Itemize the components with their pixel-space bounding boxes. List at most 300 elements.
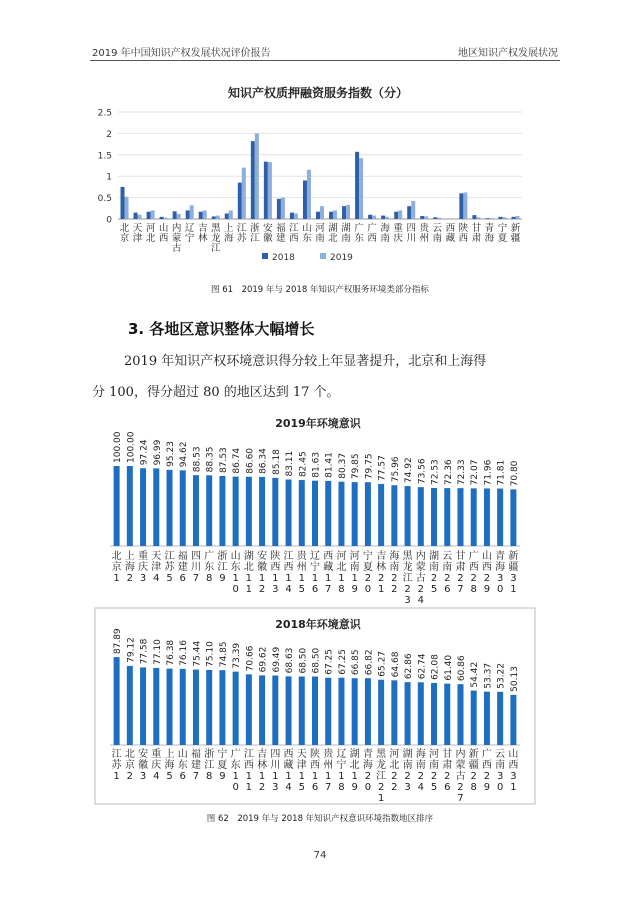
data-label: 86.74 (232, 447, 243, 474)
x-category-label: 海南 2 2 (389, 551, 400, 595)
bar (286, 676, 292, 745)
bar-2018 (329, 212, 333, 219)
data-label: 88.35 (205, 446, 216, 473)
data-label: 77.57 (377, 455, 388, 481)
figure61-caption: 图 61 2019 年与 2018 年知识产权服务环境类部分指标 (211, 285, 429, 295)
data-label: 75.96 (390, 456, 401, 483)
x-category-label: 上海 5 (164, 749, 175, 782)
x-category-label: 山东 (302, 223, 312, 244)
bar (471, 488, 477, 546)
bar (497, 692, 503, 745)
data-label: 76.16 (179, 640, 190, 666)
environment-awareness-2019-chart (0, 413, 640, 606)
x-category-label: 甘肃 (471, 223, 482, 244)
bar-2019 (346, 205, 350, 219)
section-heading: 3. 各地区意识整体大幅增长 (128, 320, 315, 338)
data-label: 69.49 (271, 646, 282, 673)
x-category-label: 重庆 3 (138, 551, 149, 584)
bar (471, 691, 477, 745)
data-label: 72.33 (456, 459, 467, 486)
x-category-label: 内蒙古 (171, 223, 182, 254)
data-label: 79.75 (364, 453, 375, 480)
data-label: 62.74 (417, 653, 428, 680)
data-label: 72.07 (470, 459, 481, 486)
x-category-label: 湖南 2 3 (402, 749, 413, 793)
bar (167, 669, 173, 745)
x-category-label: 海南 2 4 (415, 749, 426, 793)
data-label: 85.18 (271, 449, 282, 475)
bar-2018 (498, 217, 502, 219)
header-right-title: 地区知识产权发展状况 (458, 48, 558, 59)
bar-2019 (307, 170, 311, 219)
bar-2018 (407, 206, 411, 219)
bar (431, 488, 437, 546)
x-category-label: 湖南 (341, 223, 351, 244)
bar (325, 481, 331, 546)
bar-2019 (229, 210, 233, 219)
x-category-label: 江西 1 1 (243, 749, 254, 793)
bar-2019 (359, 158, 363, 219)
y-tick-label: 1 (106, 172, 112, 183)
bar-2018 (316, 212, 320, 219)
bar-2019 (437, 218, 441, 219)
x-category-label: 福建 (276, 223, 286, 244)
bar (418, 487, 424, 546)
environment-awareness-2018-chart (0, 607, 640, 807)
data-label: 70.80 (509, 460, 520, 487)
x-category-label: 西藏 (445, 223, 456, 244)
bar (338, 678, 344, 745)
x-category-label: 湖北 1 9 (349, 749, 360, 793)
x-category-label: 浙江 8 (204, 749, 215, 782)
x-category-label: 甘肃 2 6 (442, 749, 453, 793)
bar (206, 475, 212, 546)
x-category-label: 宁夏 2 0 (362, 551, 373, 595)
data-label: 83.11 (285, 450, 296, 477)
bar (484, 488, 490, 546)
x-category-label: 福建 6 (177, 551, 188, 584)
data-label: 81.63 (311, 451, 322, 478)
header-divider (90, 60, 560, 61)
x-category-label: 四川 7 (190, 551, 201, 584)
bar-2018 (277, 199, 281, 219)
x-category-label: 黑龙江 (210, 223, 221, 254)
data-label: 50.13 (509, 666, 520, 692)
bar-2019 (151, 210, 155, 219)
bar-2019 (372, 216, 376, 219)
data-label: 75.44 (192, 640, 203, 667)
x-category-label: 江苏 (237, 223, 247, 244)
bar-2019 (411, 201, 415, 219)
bar (431, 683, 437, 745)
x-category-label: 辽宁 (184, 223, 195, 244)
bar-2019 (138, 215, 142, 219)
x-category-label: 青海 2 0 (362, 749, 373, 793)
x-category-label: 山西 2 9 (481, 551, 492, 595)
x-category-label: 河北 2 2 (389, 749, 400, 793)
data-label: 64.68 (390, 651, 401, 678)
bar (114, 466, 120, 546)
x-category-label: 吉林 (197, 223, 208, 244)
bar-2018 (186, 210, 190, 219)
bar (299, 480, 305, 546)
bar-2018 (173, 211, 177, 219)
data-label: 74.85 (218, 641, 229, 668)
data-label: 77.10 (152, 639, 163, 665)
bar (259, 477, 265, 546)
data-label: 79.12 (126, 637, 137, 663)
legend-swatch-2019 (320, 253, 326, 259)
bar-2018 (134, 213, 138, 219)
data-label: 67.25 (337, 648, 348, 675)
x-category-label: 西藏 1 4 (283, 749, 294, 793)
data-label: 86.60 (245, 447, 256, 474)
bar-2019 (463, 192, 467, 219)
bar (510, 489, 516, 546)
data-label: 81.41 (324, 452, 335, 478)
data-label: 95.23 (166, 441, 177, 467)
bar-2019 (398, 210, 402, 219)
legend-swatch-2018 (262, 253, 268, 259)
data-label: 66.82 (364, 649, 375, 676)
bar (167, 470, 173, 546)
bar-2018 (342, 206, 346, 219)
x-category-label: 云南 2 6 (442, 551, 453, 595)
data-label: 71.81 (496, 459, 507, 486)
bar-2018 (160, 217, 164, 219)
bar (153, 468, 159, 546)
data-label: 66.85 (351, 649, 362, 676)
bar (405, 486, 411, 546)
bar (233, 477, 239, 546)
bar (391, 680, 397, 745)
bar (365, 678, 371, 745)
data-label: 71.96 (483, 459, 494, 486)
data-label: 65.27 (377, 650, 388, 677)
bar-2018 (511, 217, 515, 219)
bar (219, 670, 225, 745)
bar (378, 484, 384, 546)
paragraph-line1: 2019 年知识产权环境意识得分较上年显著提升，北京和上海得 (124, 354, 487, 369)
bar (378, 680, 384, 745)
data-label: 73.39 (232, 642, 243, 669)
bar-2019 (177, 214, 181, 219)
x-category-label: 广西 2 8 (468, 551, 479, 595)
bar (180, 470, 186, 546)
x-category-label: 江苏 5 (164, 551, 175, 584)
data-label: 87.53 (218, 447, 229, 473)
bar (418, 682, 424, 745)
x-category-label: 山西 3 1 (508, 749, 519, 793)
x-category-label: 福建 7 (190, 749, 201, 782)
x-category-label: 江西 1 4 (283, 551, 294, 595)
bar (272, 676, 278, 745)
bar-2018 (433, 217, 437, 219)
data-label: 53.37 (483, 662, 494, 689)
bar (510, 695, 516, 745)
x-category-label: 宁夏 9 (217, 749, 228, 782)
x-category-label: 上海 (224, 223, 234, 244)
bar (457, 488, 463, 546)
bar-2018 (368, 215, 372, 219)
data-label: 54.42 (470, 661, 481, 688)
bar (219, 476, 225, 546)
data-label: 79.85 (351, 453, 362, 480)
x-category-label: 贵州 1 7 (323, 749, 334, 793)
bar-2018 (420, 216, 424, 219)
bar (457, 684, 463, 745)
header-left-title: 2019 年中国知识产权发展状况评价报告 (92, 48, 271, 59)
bar (286, 480, 292, 546)
x-category-label: 广东 (354, 223, 364, 244)
data-label: 68.50 (298, 647, 309, 674)
x-category-label: 广东 8 (204, 551, 215, 584)
x-category-label: 北京 (119, 223, 130, 244)
bar (246, 674, 252, 745)
x-category-label: 广西 2 9 (481, 749, 492, 793)
data-label: 69.62 (258, 646, 269, 673)
x-category-label: 湖北 (328, 223, 338, 244)
x-category-label: 北京 1 (111, 551, 122, 584)
bar-2018 (485, 218, 489, 219)
data-label: 76.38 (166, 639, 177, 666)
bar (352, 482, 358, 546)
bar-2019 (294, 213, 298, 219)
bar-2019 (164, 218, 168, 219)
data-label: 70.66 (245, 645, 256, 672)
x-category-label: 天津 1 5 (296, 749, 307, 793)
x-category-label: 天津 4 (151, 551, 162, 584)
bar (352, 678, 358, 745)
x-category-label: 河南 1 9 (349, 551, 360, 595)
x-category-label: 河北 1 8 (336, 551, 347, 595)
bar (114, 657, 120, 745)
data-label: 80.37 (337, 452, 348, 479)
x-category-label: 甘肃 2 7 (455, 551, 466, 595)
bar (153, 668, 159, 745)
x-category-label: 吉林 1 2 (257, 749, 268, 793)
bar (259, 675, 265, 745)
x-category-label: 云南 3 0 (495, 749, 506, 793)
y-tick-label: 0 (106, 215, 112, 226)
bar-2019 (125, 197, 129, 219)
bar (444, 684, 450, 745)
y-tick-label: 0.5 (97, 194, 112, 205)
paragraph-line2: 分 100，得分超过 80 的地区达到 17 个。 (92, 385, 340, 400)
data-label: 77.58 (139, 638, 150, 665)
bar-2018 (381, 216, 385, 219)
data-label: 100.00 (126, 431, 137, 463)
bar (180, 669, 186, 745)
bar-2019 (203, 210, 207, 219)
bar-2019 (268, 162, 272, 219)
data-label: 68.50 (311, 647, 322, 674)
data-label: 72.36 (443, 459, 454, 486)
page-number: 74 (313, 850, 327, 861)
x-category-label: 西藏 1 7 (323, 551, 334, 595)
bar (246, 477, 252, 546)
x-category-label: 新疆 (510, 223, 521, 244)
bar-2018 (147, 212, 151, 219)
x-category-label: 山东 1 0 (230, 551, 241, 595)
x-category-label: 辽宁 1 6 (310, 551, 320, 595)
data-label: 72.53 (430, 459, 441, 485)
bar (312, 677, 318, 746)
bar-2019 (476, 217, 480, 219)
data-label: 60.86 (456, 655, 467, 682)
x-category-label: 河北 (145, 223, 156, 244)
x-category-label: 海南 (380, 223, 390, 244)
x-category-label: 江苏 1 (111, 749, 122, 782)
bar-2019 (255, 133, 259, 219)
bar (233, 672, 239, 745)
bar-2019 (489, 218, 493, 219)
bar (497, 489, 503, 546)
x-category-label: 四川 1 3 (270, 749, 281, 793)
x-category-label: 陕西 1 6 (310, 749, 320, 793)
bar-2018 (212, 216, 216, 219)
bar (391, 485, 397, 546)
x-category-label: 新疆 2 8 (468, 749, 479, 793)
x-category-label: 黑龙江 2 1 (376, 749, 387, 804)
bar-2018 (355, 152, 359, 219)
data-label: 87.89 (113, 628, 124, 655)
bar-2019 (190, 205, 194, 219)
bar-2018 (264, 162, 268, 219)
data-label: 73.56 (417, 458, 428, 485)
bar-2018 (199, 212, 203, 219)
bar (299, 677, 305, 746)
x-category-label: 安徽 (263, 223, 273, 244)
bar-2018 (394, 212, 398, 219)
bar-2019 (242, 168, 246, 219)
x-category-label: 新疆 3 1 (508, 551, 519, 595)
data-label: 62.08 (430, 654, 441, 680)
y-tick-label: 2 (106, 129, 112, 140)
x-category-label: 湖南 2 5 (429, 551, 440, 595)
data-label: 68.63 (285, 647, 296, 674)
bar (365, 482, 371, 546)
data-label: 96.99 (152, 439, 163, 466)
bar-2018 (290, 213, 294, 219)
bar (325, 678, 331, 745)
figure62-caption: 图 62 2019 年与 2018 年知识产权意识环境指数地区排序 (206, 814, 434, 824)
x-category-label: 吉林 2 1 (376, 551, 387, 595)
bar-2019 (385, 217, 389, 219)
bar (140, 667, 146, 745)
data-label: 67.25 (324, 648, 335, 675)
x-category-label: 四川 (406, 223, 416, 244)
bar (338, 482, 344, 546)
x-category-label: 河南 2 5 (429, 749, 440, 793)
bar-2018 (459, 193, 463, 219)
bar-2019 (515, 216, 519, 219)
bar (484, 692, 490, 745)
data-label: 86.34 (258, 448, 269, 474)
bar-2018 (121, 187, 125, 219)
x-category-label: 上海 2 (124, 551, 135, 584)
x-category-label: 青海 3 0 (495, 551, 506, 595)
x-category-label: 浙江 (250, 223, 260, 244)
bar (206, 670, 212, 745)
chart1-title: 知识产权质押融资服务指数（分） (227, 86, 409, 100)
data-label: 100.00 (113, 431, 124, 463)
x-category-label: 陕西 (458, 223, 469, 244)
x-category-label: 河南 (315, 223, 325, 244)
bar-2018 (251, 141, 255, 219)
y-tick-label: 1.5 (97, 151, 112, 162)
data-label: 88.53 (192, 446, 203, 473)
x-category-label: 内蒙古 2 4 (415, 551, 426, 606)
bar (272, 478, 278, 546)
bar-2019 (502, 217, 506, 219)
bar (193, 475, 199, 546)
x-category-label: 辽宁 1 8 (336, 749, 347, 793)
bar (193, 670, 199, 745)
x-category-label: 青海 (484, 223, 495, 244)
x-category-label: 陕西 1 3 (270, 551, 281, 595)
x-category-label: 湖北 1 1 (243, 551, 254, 595)
bar-2019 (281, 198, 285, 219)
x-category-label: 北京 2 (124, 749, 135, 782)
bar (127, 666, 133, 745)
x-category-label: 重庆 (393, 223, 403, 244)
legend-label-2018: 2018 (272, 253, 295, 263)
x-category-label: 山西 (158, 223, 169, 244)
bar (405, 682, 411, 745)
x-category-label: 云南 (432, 223, 443, 244)
x-category-label: 天津 (132, 223, 143, 244)
x-category-label: 内蒙古 2 7 (455, 749, 466, 804)
x-category-label: 黑龙江 2 3 (402, 551, 413, 606)
data-label: 53.22 (496, 663, 507, 689)
bar-2019 (320, 206, 324, 219)
x-category-label: 安徽 1 2 (257, 551, 268, 595)
bar-2018 (472, 215, 476, 219)
bar-2018 (225, 213, 229, 219)
x-category-label: 宁夏 (497, 223, 508, 244)
data-label: 74.92 (404, 457, 415, 484)
bar (444, 488, 450, 546)
x-category-label: 重庆 4 (151, 749, 162, 782)
chart3-title: 2018年环境意识 (275, 618, 361, 631)
bar-2019 (333, 210, 337, 219)
x-category-label: 浙江 9 (217, 551, 228, 584)
bar (140, 468, 146, 546)
bar (312, 481, 318, 546)
x-category-label: 安徽 3 (138, 749, 149, 782)
data-label: 94.62 (179, 441, 190, 468)
bar-2019 (216, 216, 220, 219)
data-label: 75.10 (205, 641, 216, 667)
data-label: 61.40 (443, 654, 454, 681)
x-category-label: 山东 6 (177, 749, 188, 782)
x-category-label: 广西 (367, 223, 377, 244)
chart2-title: 2019年环境意识 (275, 417, 361, 430)
x-category-label: 江西 (289, 223, 299, 244)
x-category-label: 贵州 1 5 (296, 551, 307, 595)
bar-2018 (303, 180, 307, 219)
x-category-label: 贵州 (419, 223, 430, 244)
bar-2019 (424, 216, 428, 219)
data-label: 62.86 (404, 653, 415, 680)
bar (127, 466, 133, 546)
pledge-financing-chart (0, 80, 640, 280)
x-category-label: 广东 1 0 (230, 749, 241, 793)
data-label: 82.45 (298, 451, 309, 478)
legend-label-2019: 2019 (330, 253, 353, 263)
y-tick-label: 2.5 (97, 108, 112, 119)
